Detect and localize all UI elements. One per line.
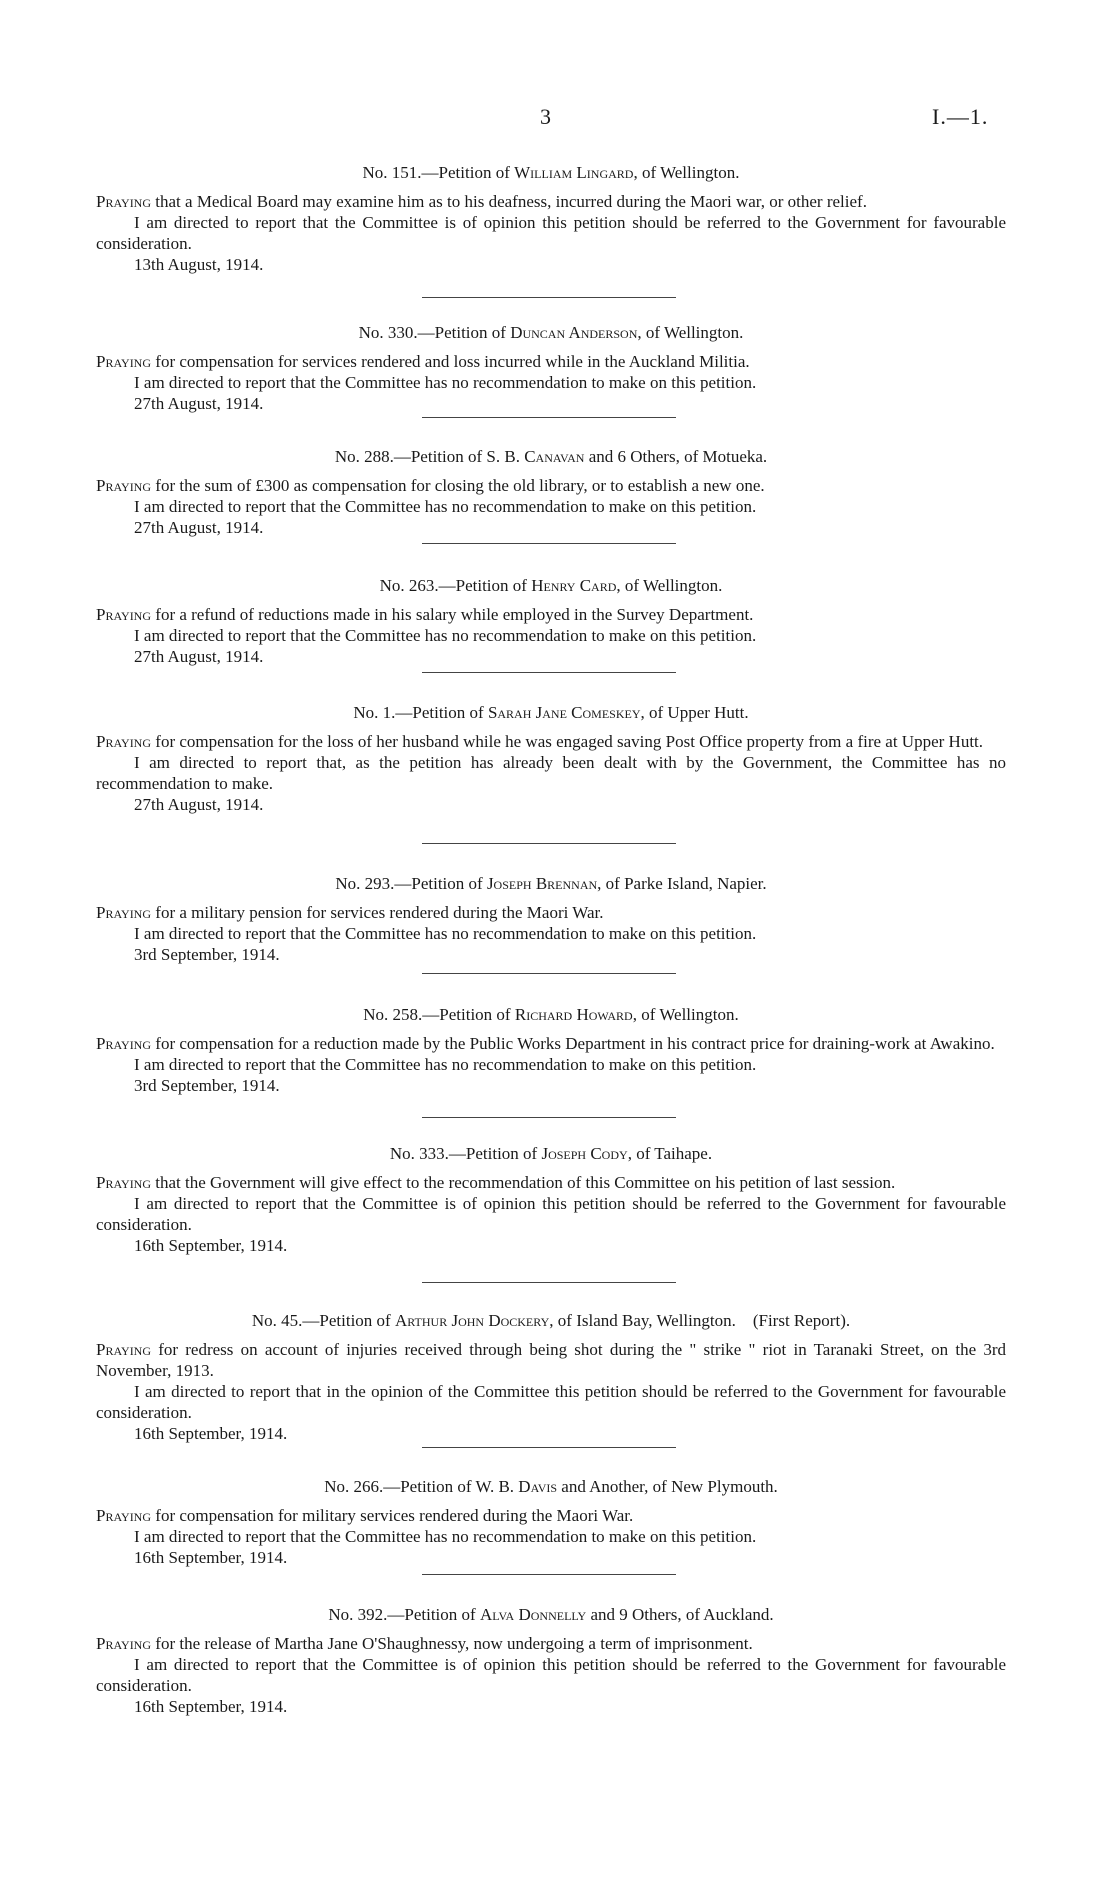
report-date: 16th September, 1914.	[134, 1424, 288, 1443]
separator-rule	[422, 417, 676, 418]
report-paragraph: I am directed to report that, as the petition has already been dealt with by the Government, the Committee has no recommendation to make.	[96, 753, 1006, 793]
praying-paragraph	[96, 191, 1006, 212]
title-prefix: No. 333.—Petition of	[389, 1144, 542, 1163]
title-prefix: No. 263.—Petition of	[379, 576, 532, 595]
separator-rule	[422, 1447, 676, 1448]
title-suffix: , of Island Bay, Wellington. (First Report).	[549, 1311, 851, 1330]
petition-title	[96, 1476, 1006, 1497]
praying-text: for compensation for a reduction made by the Public Works Department in his contract price for draining-work at Awakino.	[151, 1034, 995, 1053]
separator-rule	[422, 672, 676, 673]
report-date: 27th August, 1914.	[134, 647, 264, 666]
praying-text: for the sum of £300 as compensation for closing the old library, or to establish a new one.	[151, 476, 765, 495]
praying-paragraph	[96, 604, 1006, 625]
separator-rule	[422, 973, 676, 974]
praying-paragraph	[96, 1505, 1006, 1526]
praying-text: that the Government will give effect to the recommendation of this Committee on his petition of last session.	[151, 1173, 896, 1192]
praying-paragraph	[96, 1172, 1006, 1193]
page-number: 3	[540, 104, 551, 129]
petition-title	[96, 1004, 1006, 1025]
praying-word: Praying	[96, 1506, 152, 1525]
separator-rule	[422, 543, 676, 544]
petitioner-name: Richard Howard	[514, 1005, 633, 1024]
petition-1	[96, 702, 1006, 815]
petitioner-name: Joseph Cody	[541, 1144, 628, 1163]
petition-258	[96, 1004, 1006, 1096]
title-suffix: , of Upper Hutt.	[640, 703, 749, 722]
petition-title	[96, 873, 1006, 894]
separator-rule	[422, 1117, 676, 1118]
petition-266	[96, 1476, 1006, 1568]
report-paragraph: I am directed to report that the Committee is of opinion this petition should be referred to the Government for favourable consideration.	[96, 1194, 1006, 1234]
praying-paragraph	[96, 1339, 1006, 1381]
petition-288	[96, 446, 1006, 538]
separator-rule	[422, 1574, 676, 1575]
praying-text: for a refund of reductions made in his salary while employed in the Survey Department.	[151, 605, 754, 624]
praying-paragraph	[96, 902, 1006, 923]
report-date: 13th August, 1914.	[134, 255, 264, 274]
title-prefix: No. 258.—Petition of	[363, 1005, 515, 1024]
separator-rule	[422, 843, 676, 844]
title-suffix: , of Wellington.	[633, 163, 740, 182]
petitioner-name: Arthur John Dockery	[394, 1311, 550, 1330]
petitioner-name: Joseph Brennan	[486, 874, 598, 893]
praying-text: for redress on account of injuries received through being shot during the " strike " riot in Taranaki Street, on the 3rd November, 1913.	[96, 1340, 1006, 1380]
petition-title	[96, 1604, 1006, 1625]
petition-title	[96, 702, 1006, 723]
petition-title	[96, 446, 1006, 467]
report-paragraph: I am directed to report that the Committee has no recommendation to make on this petition.	[134, 373, 757, 392]
petitioner-name: Duncan Anderson	[510, 323, 638, 342]
title-suffix: and 6 Others, of Motueka.	[584, 447, 768, 466]
praying-paragraph	[96, 475, 1006, 496]
title-suffix: and 9 Others, of Auckland.	[586, 1605, 774, 1624]
praying-paragraph	[96, 351, 1006, 372]
praying-paragraph	[96, 1633, 1006, 1654]
praying-text: for compensation for services rendered and loss incurred while in the Auckland Militia.	[151, 352, 750, 371]
report-date: 3rd September, 1914.	[134, 945, 280, 964]
title-prefix: No. 288.—Petition of S. B.	[334, 447, 525, 466]
praying-word: Praying	[96, 732, 152, 751]
praying-paragraph	[96, 1033, 1006, 1054]
document-reference: I.—1.	[932, 104, 989, 129]
report-paragraph: I am directed to report that the Committee has no recommendation to make on this petition.	[134, 924, 757, 943]
praying-text: for a military pension for services rendered during the Maori War.	[151, 903, 604, 922]
praying-word: Praying	[96, 1634, 152, 1653]
petition-title	[96, 1143, 1006, 1164]
praying-word: Praying	[96, 1173, 152, 1192]
title-suffix: , of Wellington.	[637, 323, 744, 342]
petition-151	[96, 162, 1006, 275]
report-date: 16th September, 1914.	[134, 1697, 288, 1716]
petition-title	[96, 162, 1006, 183]
report-paragraph: I am directed to report that the Committee has no recommendation to make on this petition.	[134, 1055, 757, 1074]
report-paragraph: I am directed to report that the Committee has no recommendation to make on this petition.	[134, 497, 757, 516]
petition-263	[96, 575, 1006, 667]
praying-word: Praying	[96, 476, 152, 495]
praying-word: Praying	[96, 352, 152, 371]
report-date: 27th August, 1914.	[134, 795, 264, 814]
report-paragraph: I am directed to report that the Committee has no recommendation to make on this petition.	[134, 626, 757, 645]
petition-293	[96, 873, 1006, 965]
petition-title	[96, 322, 1006, 343]
petition-title	[96, 1310, 1006, 1331]
praying-text: for the release of Martha Jane O'Shaughnessy, now undergoing a term of imprisonment.	[151, 1634, 753, 1653]
separator-rule	[422, 297, 676, 298]
report-date: 16th September, 1914.	[134, 1236, 288, 1255]
praying-word: Praying	[96, 605, 152, 624]
title-suffix: , of Wellington.	[616, 576, 723, 595]
report-date: 3rd September, 1914.	[134, 1076, 280, 1095]
petition-333	[96, 1143, 1006, 1256]
praying-text: for compensation for military services rendered during the Maori War.	[151, 1506, 634, 1525]
praying-word: Praying	[96, 1340, 152, 1359]
petition-45	[96, 1310, 1006, 1444]
title-prefix: No. 266.—Petition of W. B.	[324, 1477, 519, 1496]
title-suffix: , of Taihape.	[627, 1144, 713, 1163]
separator-rule	[422, 1282, 676, 1283]
report-paragraph: I am directed to report that the Committee is of opinion this petition should be referred to the Government for favourable consideration.	[96, 213, 1006, 253]
praying-word: Praying	[96, 1034, 152, 1053]
title-prefix: No. 45.—Petition of	[251, 1311, 395, 1330]
title-prefix: No. 330.—Petition of	[358, 323, 511, 342]
praying-paragraph	[96, 731, 1006, 752]
report-paragraph: I am directed to report that the Committee is of opinion this petition should be referred to the Government for favourable consideration.	[96, 1655, 1006, 1695]
petitioner-name: Alva Donnelly	[479, 1605, 587, 1624]
praying-text: for compensation for the loss of her husband while he was engaged saving Post Office property from a fire at Upper Hutt.	[151, 732, 984, 751]
petition-392	[96, 1604, 1006, 1717]
petitioner-name: Sarah Jane Comeskey	[487, 703, 641, 722]
title-prefix: No. 392.—Petition of	[328, 1605, 480, 1624]
title-suffix: and Another, of New Plymouth.	[557, 1477, 778, 1496]
title-prefix: No. 151.—Petition of	[362, 163, 515, 182]
praying-word: Praying	[96, 903, 152, 922]
title-prefix: No. 1.—Petition of	[353, 703, 488, 722]
title-suffix: , of Parke Island, Napier.	[597, 874, 767, 893]
praying-word: Praying	[96, 192, 152, 211]
petitioner-name: Canavan	[524, 447, 585, 466]
petitioner-name: Henry Card	[531, 576, 617, 595]
report-paragraph: I am directed to report that in the opinion of the Committee this petition should be referred to the Government for favourable consideration.	[96, 1382, 1006, 1422]
petition-330	[96, 322, 1006, 414]
report-date: 27th August, 1914.	[134, 394, 264, 413]
report-paragraph: I am directed to report that the Committee has no recommendation to make on this petition.	[134, 1527, 757, 1546]
title-suffix: , of Wellington.	[632, 1005, 739, 1024]
report-date: 27th August, 1914.	[134, 518, 264, 537]
petitioner-name: William Lingard	[514, 163, 634, 182]
petition-title	[96, 575, 1006, 596]
praying-text: that a Medical Board may examine him as to his deafness, incurred during the Maori war, or other relief.	[151, 192, 867, 211]
report-date: 16th September, 1914.	[134, 1548, 288, 1567]
petitioner-name: Davis	[518, 1477, 558, 1496]
title-prefix: No. 293.—Petition of	[335, 874, 487, 893]
